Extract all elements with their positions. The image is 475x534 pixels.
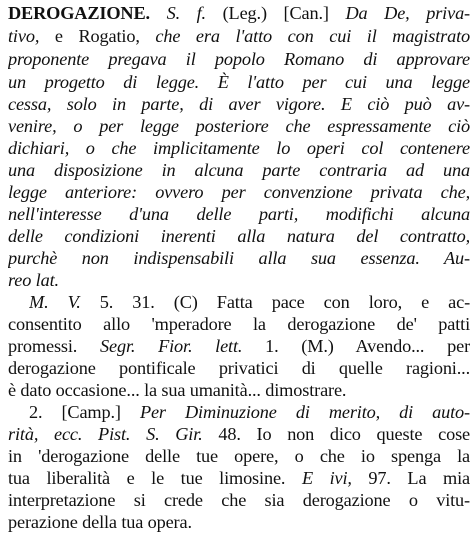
italic-text: legge anteriore: ovvero per convenzione privata che,: [8, 182, 470, 202]
entry-line: [8, 158, 470, 182]
italic-text: E ivi,: [301, 468, 352, 488]
sense-line: [8, 488, 470, 512]
italic-text: una disposizione in alcuna parte contraria ad una: [8, 160, 470, 180]
italic-text: reo lat.: [8, 270, 59, 290]
entry-line: [8, 1, 470, 25]
entry-line: [8, 224, 470, 248]
sense-line: [8, 444, 470, 468]
entry-line: [8, 180, 470, 204]
sense-line: [8, 422, 470, 446]
italic-text: S. f.: [166, 3, 206, 23]
sense-line: [29, 400, 470, 424]
roman-text: 2. [Camp.]: [29, 402, 140, 422]
italic-text: dichiari, o che implicitamente lo operi col contenere: [8, 138, 470, 158]
italic-text: rità, ecc. Pist. S. Gir.: [8, 424, 203, 444]
entry-line: [8, 114, 470, 138]
sense-line: [8, 510, 470, 534]
entry-line: [8, 47, 470, 71]
citation-line: [8, 312, 470, 336]
sense-line: [8, 466, 470, 490]
roman-text: è dato occasione... la sua umanità... dimostrare.: [8, 380, 347, 400]
roman-text: perazione della tua opera.: [8, 512, 192, 532]
roman-text: derogazione pontificale privatici di quelle ragioni...: [8, 358, 470, 378]
roman-text: (Leg.) [Can.]: [205, 3, 346, 23]
italic-text: venire, o per legge posteriore che espressamente ciò: [8, 116, 470, 136]
roman-text: tua liberalità e le tue limosine.: [8, 468, 302, 488]
roman-text: [150, 3, 167, 23]
roman-text: 5. 31. (C) Fatta pace con loro, e ac-: [80, 292, 470, 312]
roman-text: e Rogatio,: [39, 26, 156, 46]
italic-text: Da De, priva-: [345, 3, 470, 23]
roman-text: interpretazione si crede che sia derogazione o vitu-: [8, 490, 470, 510]
entry-line: [8, 92, 470, 116]
italic-text: Segr. Fior. lett.: [100, 336, 243, 356]
roman-text: in 'derogazione delle tue opere, o che io spenga la: [8, 446, 470, 466]
roman-text: promessi.: [8, 336, 101, 356]
roman-text: 48. Io non dico queste cose: [202, 424, 470, 444]
italic-text: proponente pregava il popolo Romano di approvare: [8, 49, 470, 69]
entry-line: [8, 24, 470, 48]
italic-text: tivo,: [8, 26, 40, 46]
citation-line: [8, 334, 470, 358]
entry-line: [8, 246, 470, 270]
entry-line: [8, 202, 470, 226]
italic-text: Per Diminuzione di merito, di auto-: [139, 402, 470, 422]
italic-text: purchè non indispensabili alla sua essenza. Au-: [8, 248, 470, 268]
citation-line: [8, 378, 470, 402]
headword: DEROGAZIONE.: [8, 3, 150, 23]
entry-line: [8, 70, 470, 94]
italic-text: delle condizioni inerenti alla natura del contratto,: [8, 226, 470, 246]
italic-text: M. V.: [29, 292, 81, 312]
citation-line: [29, 290, 470, 314]
italic-text: cessa, solo in parte, di aver vigore. E ciò può av-: [8, 94, 470, 114]
entry-line: [8, 136, 470, 160]
italic-text: che era l'atto con cui il magistrato: [155, 26, 470, 46]
roman-text: 1. (M.) Avendo... per: [242, 336, 470, 356]
citation-line: [8, 356, 470, 380]
italic-text: nell'interesse d'una delle parti, modifichi alcuna: [8, 204, 470, 224]
italic-text: un progetto di legge. È l'atto per cui una legge: [8, 72, 470, 92]
roman-text: 97. La mia: [351, 468, 470, 488]
roman-text: consentito allo 'mperadore la derogazione de' patti: [8, 314, 470, 334]
entry-line: [8, 268, 470, 292]
